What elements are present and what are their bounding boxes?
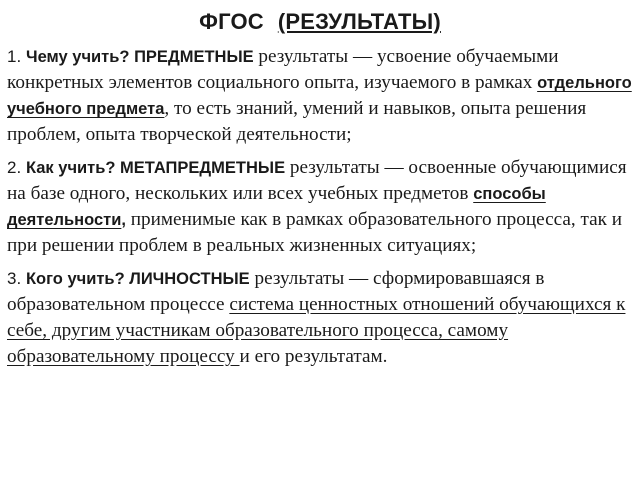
list-item-subject-results xyxy=(7,44,635,148)
item-text-b: применимые как в рамках образовательного процесса, так и при решении проблем в реальных жизненных ситуациях; xyxy=(7,209,623,256)
item-text-a: результаты — усвоение обучаемыми конкретных элементов социального опыта, изучаемого в рамках xyxy=(7,46,559,93)
item-number: 3. xyxy=(7,269,22,288)
title-prefix: ФГОС xyxy=(199,9,264,34)
title-underlined: (РЕЗУЛЬТАТЫ) xyxy=(277,9,441,34)
item-text-b: , то есть знаний, умений и навыков, опыта решения проблем, опыта творческой деятельности; xyxy=(7,98,587,145)
item-emphasis-tail: , xyxy=(121,211,126,229)
item-text-b: и его результатам. xyxy=(239,346,388,367)
list-item-personal-results xyxy=(7,266,635,370)
item-question: Кого учить? ЛИЧНОСТНЫЕ xyxy=(25,270,250,288)
item-question: Чему учить? ПРЕДМЕТНЫЕ xyxy=(25,48,254,66)
item-emphasis: отдельного учебного предмета xyxy=(7,74,632,118)
page-title xyxy=(0,8,640,36)
item-question: Как учить? МЕТАПРЕДМЕТНЫЕ xyxy=(25,159,286,177)
item-number: 2. xyxy=(7,158,22,177)
item-emphasis: система ценностных отношений обучающихся к себе, другим участникам образовательного процесса, самому образовательному процессу xyxy=(7,294,626,367)
item-number: 1. xyxy=(7,47,22,66)
item-text-a: результаты — освоенные обучающимися на базе одного, нескольких или всех учебных предметов xyxy=(7,157,627,204)
item-text-a: результаты — сформировавшаяся в образовательном процессе xyxy=(7,268,545,315)
item-emphasis: способы деятельности xyxy=(7,185,546,229)
list-item-metasubject-results xyxy=(7,155,635,259)
results-list xyxy=(7,44,635,377)
